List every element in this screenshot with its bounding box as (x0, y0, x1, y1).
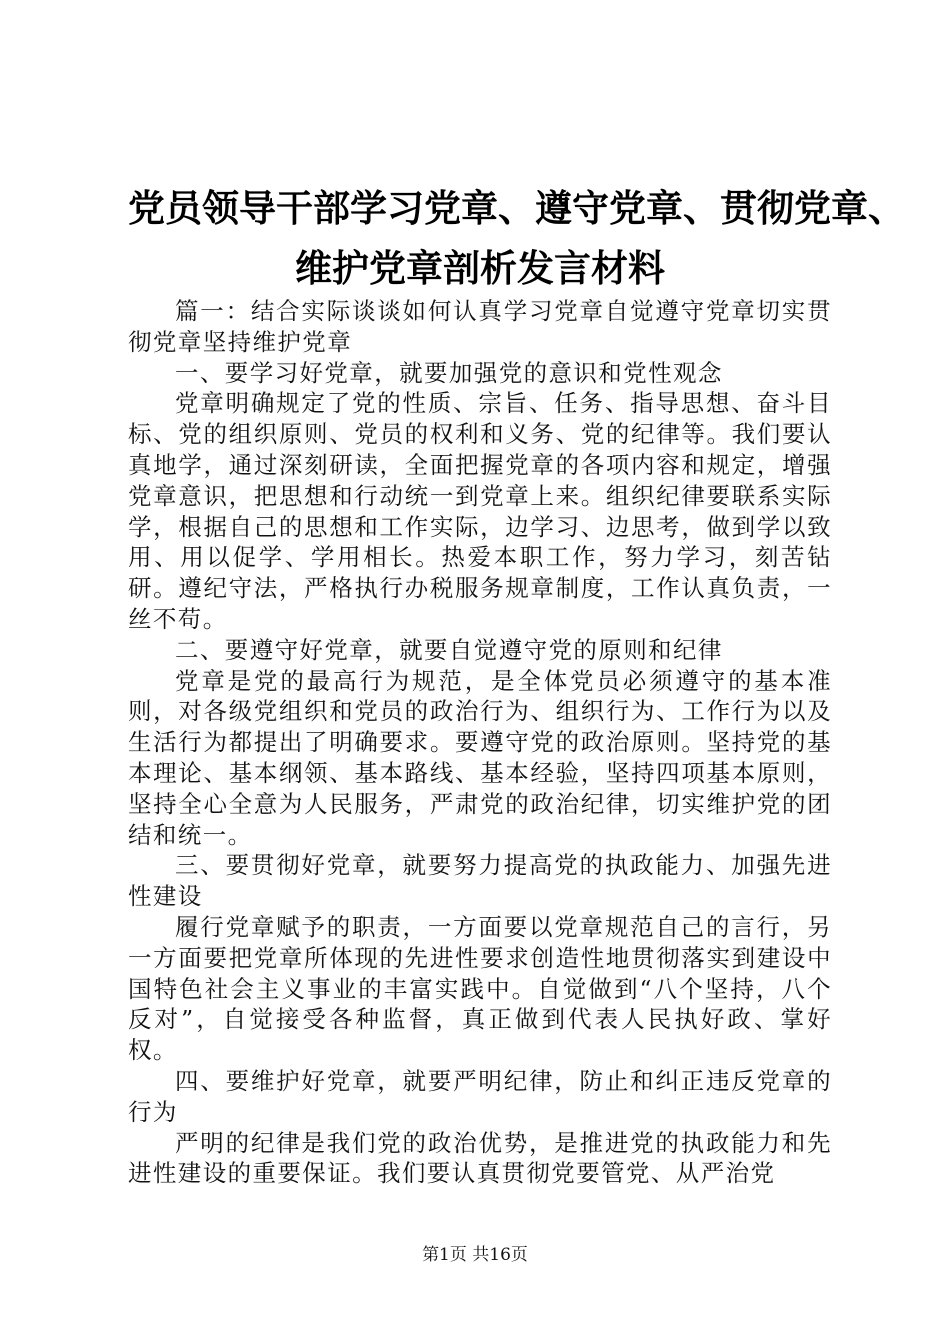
paragraph: 党章明确规定了党的性质、宗旨、任务、指导思想、奋斗目标、党的组织原则、党员的权利和义务、党的纪律等。我们要认真地学，通过深刻研读，全面把握党章的各项内容和规定，增强党章意识，把思想和行动统一到党章上来。组织纪律要联系实际学，根据自己的思想和工作实际，边学习、边思考，做到学以致用、用以促学、学用相长。热爱本职工作，努力学习，刻苦钻研。遵纪守法，严格执行办税服务规章制度，工作认真负责，一丝不苟。 (128, 389, 832, 633)
paragraph-heading-2: 二、要遵守好党章，就要自觉遵守党的原则和纪律 (175, 635, 723, 664)
paragraph-section-heading: 篇一：结合实际谈谈如何认真学习党章自觉遵守党章切实贯彻党章坚持维护党章 (128, 297, 832, 356)
document-body (128, 296, 832, 1189)
paragraph: 履行党章赋予的职责，一方面要以党章规范自己的言行，另一方面要把党章所体现的先进性要求创造性地贯彻落实到建设中国特色社会主义事业的丰富实践中。自觉做到“八个坚持，八个反对”，自觉接受各种监督，真正做到代表人民执好政、掌好权。 (128, 912, 832, 1065)
document-title-line-1: 党员领导干部学习党章、遵守党章、贯彻党章、 (128, 187, 905, 230)
paragraph-heading-4: 四、要维护好党章，就要严明纪律，防止和纠正违反党章的行为 (128, 1066, 832, 1126)
paragraph-heading-3: 三、要贯彻好党章，就要努力提高党的执政能力、加强先进性建设 (128, 851, 832, 911)
paragraph: 严明的纪律是我们党的政治优势，是推进党的执政能力和先进性建设的重要保证。我们要认真贯彻党要管党、从严治党 (128, 1128, 832, 1188)
paragraph: 党章是党的最高行为规范，是全体党员必须遵守的基本准则，对各级党组织和党员的政治行为、组织行为、工作行为以及生活行为都提出了明确要求。要遵守党的政治原则。坚持党的基本理论、基本纲领、基本路线、基本经验，坚持四项基本原则，坚持全心全意为人民服务，严肃党的政治纪律，切实维护党的团结和统一。 (128, 666, 832, 849)
document-title-line-2: 维护党章剖析发言材料 (295, 247, 665, 290)
paragraph-heading-1: 一、要学习好党章，就要加强党的意识和党性观念 (175, 358, 723, 387)
page-number-footer: 第1页 共16页 (422, 1245, 528, 1265)
